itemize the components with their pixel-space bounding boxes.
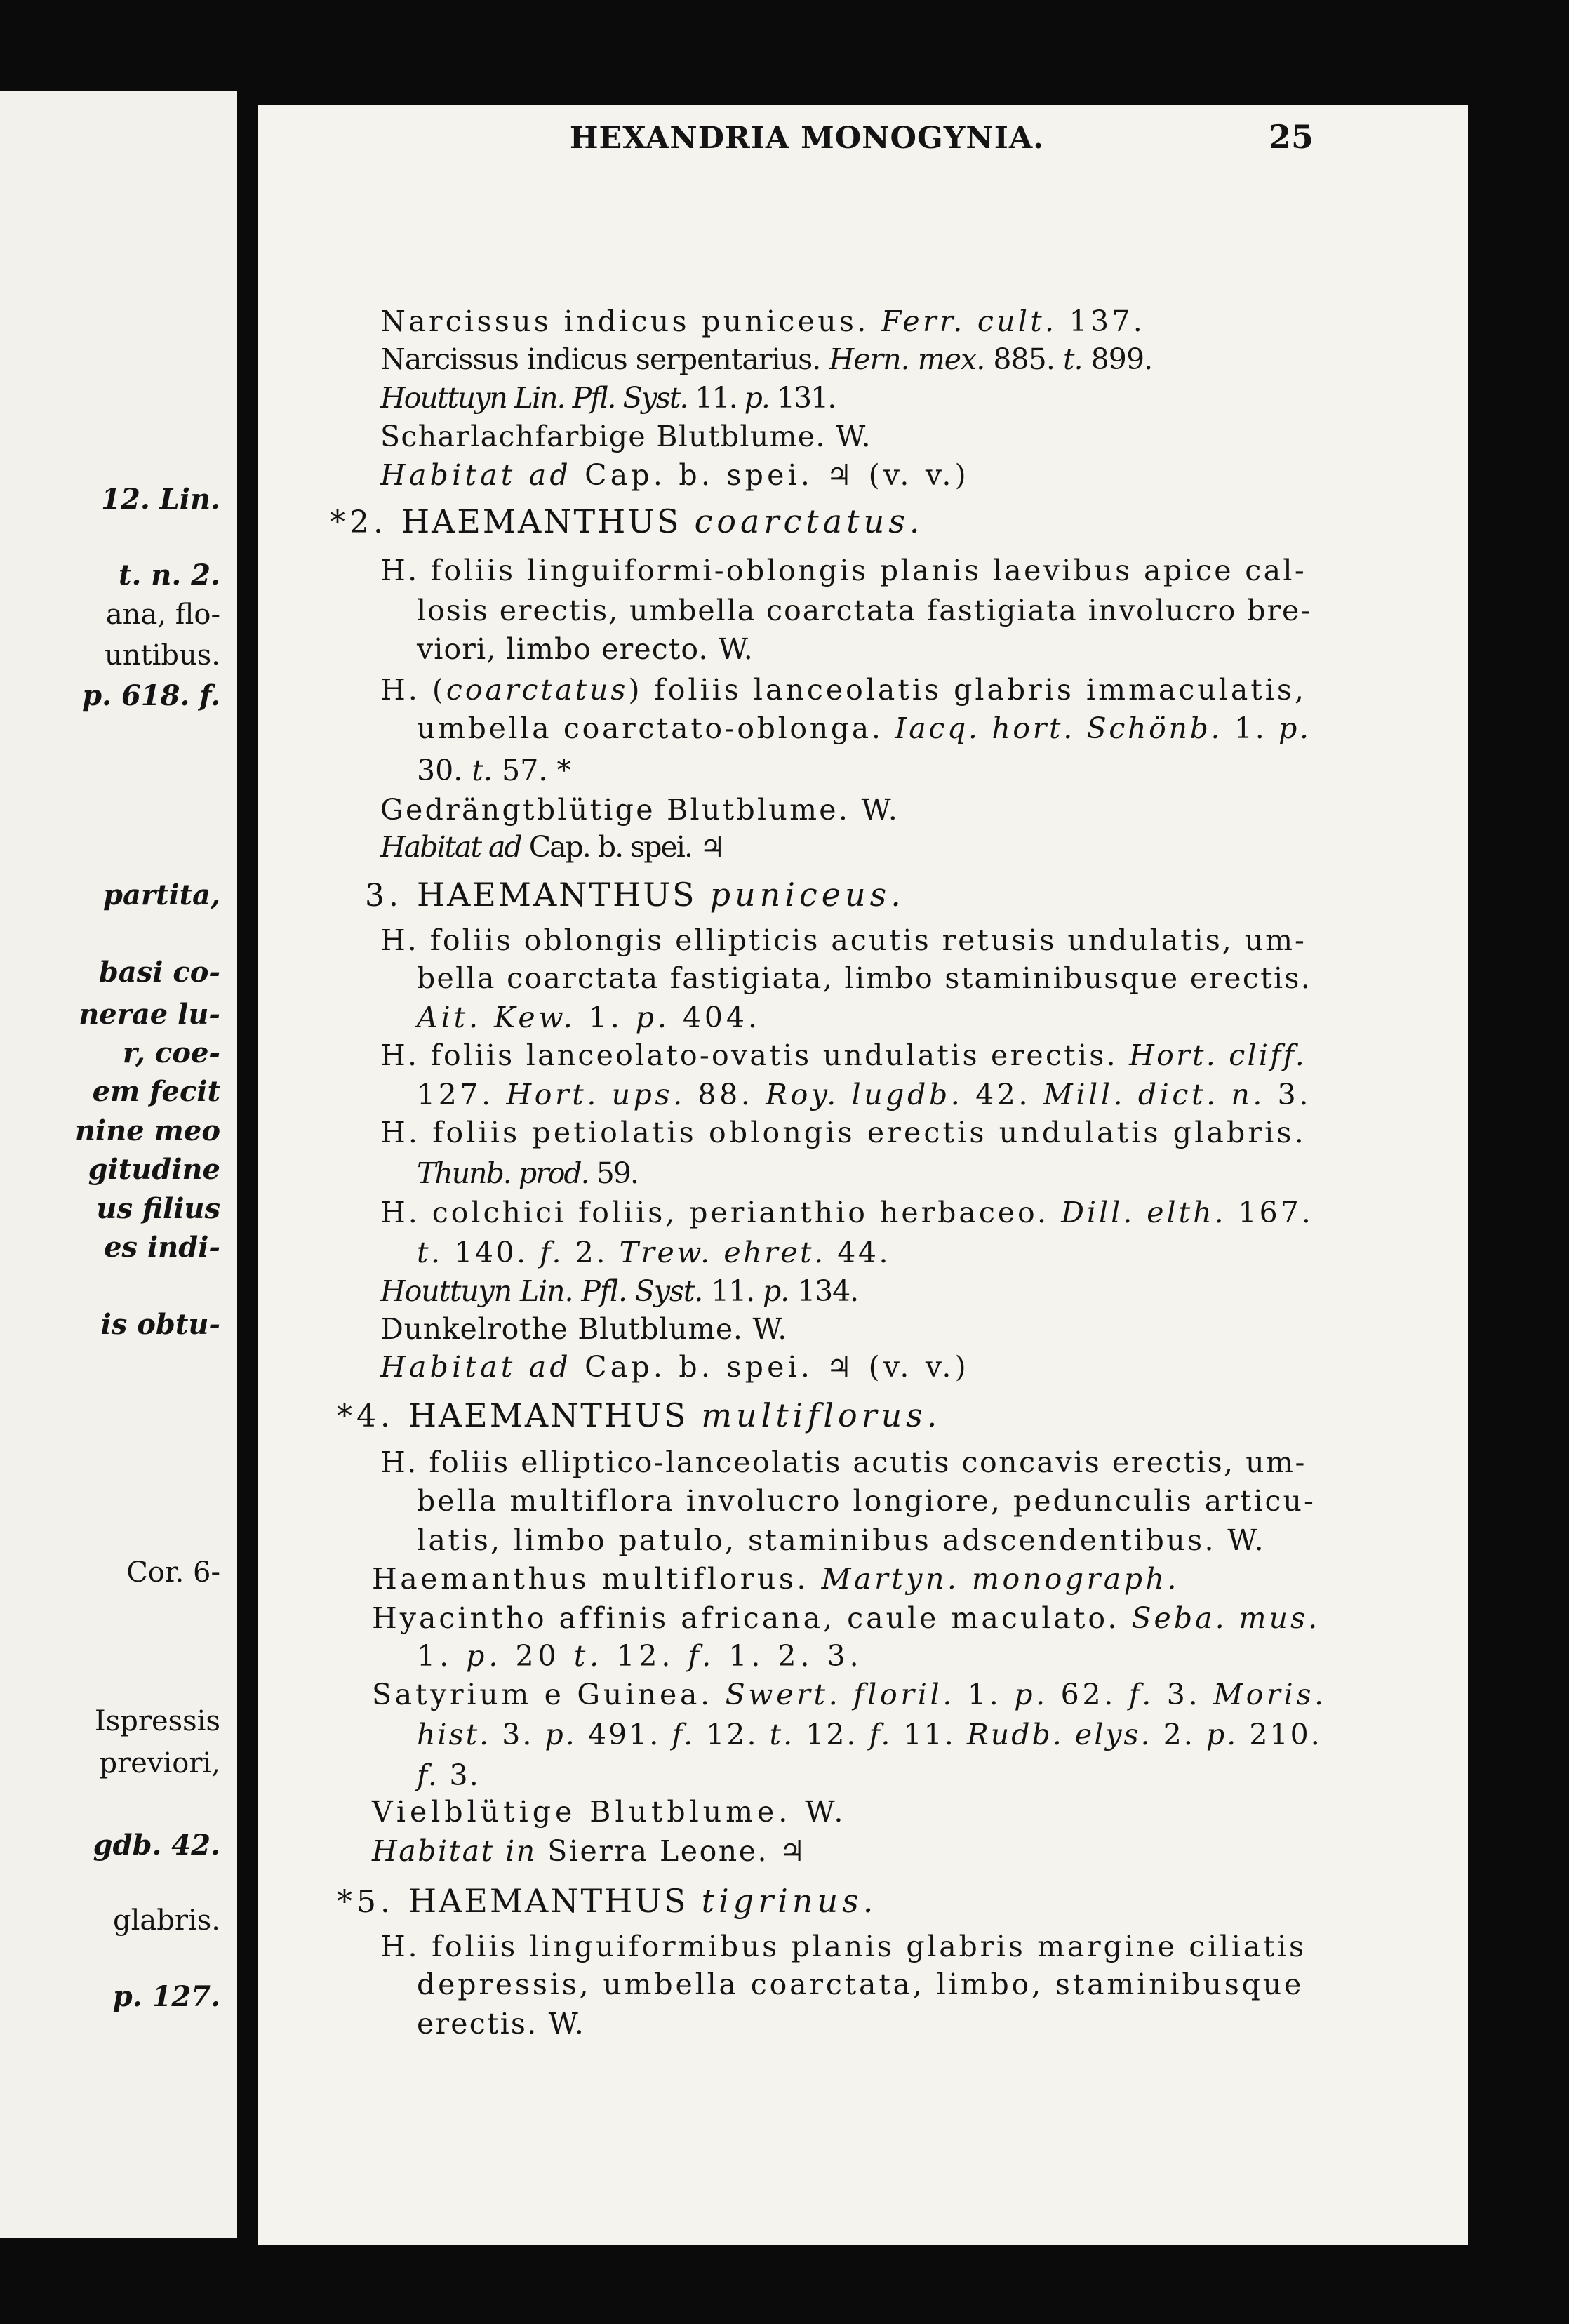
citation-italic: f. <box>672 1718 695 1751</box>
text-segment: 62. <box>1048 1678 1129 1711</box>
text-segment: 12. <box>695 1718 770 1751</box>
left-margin-fragment: ana, flo- <box>105 599 220 631</box>
citation-italic: Houttuyn Lin. Pfl. Syst. <box>380 1274 703 1308</box>
citation-italic: Habitat in <box>372 1834 537 1868</box>
text-segment: H. colchici foliis, perianthio herbaceo. <box>380 1196 1062 1229</box>
text-line <box>372 1795 848 1829</box>
text-line <box>372 1834 807 1868</box>
text-segment: 210. <box>1238 1718 1322 1751</box>
text-line <box>417 1523 1267 1557</box>
text-segment: 3. <box>1265 1078 1311 1111</box>
text-segment: ) foliis lanceolatis glabris immaculatis, <box>628 673 1307 707</box>
text-line <box>380 1274 859 1308</box>
text-line <box>380 342 1153 376</box>
left-page-fragment <box>0 91 237 2238</box>
text-segment: 30. <box>417 754 472 787</box>
text-segment: 137. <box>1057 305 1146 338</box>
text-segment: umbella coarctato-oblonga. <box>417 712 895 745</box>
text-segment: 12. <box>603 1639 688 1673</box>
citation-italic: t. <box>472 754 493 787</box>
text-line <box>417 1484 1316 1518</box>
citation-italic: Habitat ad <box>380 830 521 864</box>
citation-italic: p. <box>1278 712 1311 745</box>
text-segment: bella coarctata fastigiata, limbo staminibusque erectis. <box>417 961 1312 995</box>
text-segment: 3. <box>439 1758 480 1792</box>
text-segment: Sierra Leone. ♃ <box>536 1834 807 1868</box>
text-segment: viori, limbo erecto. W. <box>417 632 754 666</box>
text-segment: H. foliis oblongis ellipticis acutis retusis undulatis, um- <box>380 923 1307 957</box>
citation-italic: Hort. cliff. <box>1129 1039 1307 1072</box>
text-segment: Vielblütige Blutblume. W. <box>372 1795 848 1829</box>
text-segment: 1. <box>575 1001 636 1034</box>
text-segment: Narcissus indicus serpentarius. <box>380 342 829 376</box>
left-margin-fragment: gitudine <box>88 1153 220 1186</box>
text-line <box>417 2007 585 2041</box>
left-margin-fragment: previori, <box>99 1747 220 1779</box>
text-line <box>380 1118 1307 1147</box>
text-line <box>380 830 724 864</box>
text-segment: 1. <box>417 1639 467 1673</box>
genus: HAEMANTHUS <box>408 1882 688 1920</box>
text-line <box>380 1198 1314 1227</box>
text-line <box>417 1003 761 1032</box>
text-segment <box>681 506 695 540</box>
citation-italic: p. <box>744 381 769 415</box>
page-number: 25 <box>1269 118 1314 156</box>
text-line <box>417 596 1311 625</box>
text-segment: 12. <box>794 1718 869 1751</box>
left-margin-fragment: untibus. <box>105 639 220 672</box>
text-segment: Satyrium e Guinea. <box>372 1678 726 1711</box>
citation-italic: Ait. Kew. <box>417 1001 576 1034</box>
citation-italic: Seba. mus. <box>1131 1601 1321 1635</box>
spec-no: 3. <box>365 878 417 914</box>
citation-italic: t. <box>769 1718 795 1751</box>
citation-italic: Houttuyn Lin. Pfl. Syst. <box>380 381 688 415</box>
left-margin-fragment: Cor. 6- <box>126 1556 220 1589</box>
text-line <box>380 1350 970 1384</box>
species-heading <box>330 502 924 540</box>
text-line <box>380 1312 787 1346</box>
spec-no: *2. <box>330 505 401 540</box>
text-segment: Cap. b. spei. ♃ (v. v.) <box>571 1350 970 1384</box>
text-segment: 899. <box>1082 342 1153 376</box>
text-line <box>372 1678 1327 1711</box>
text-line <box>380 923 1307 957</box>
left-margin-fragment: es indi- <box>104 1231 220 1264</box>
left-margin-fragment: r, coe- <box>122 1036 220 1069</box>
citation-italic: Dill. elth. <box>1061 1196 1227 1229</box>
text-segment: losis erectis, umbella coarctata fastigiata involucro bre- <box>417 594 1312 627</box>
text-line <box>417 1639 863 1673</box>
text-line <box>380 458 970 492</box>
species-heading <box>365 876 905 914</box>
epithet: coarctatus. <box>694 502 924 540</box>
text-line <box>380 1932 1307 1961</box>
text-segment: 20 <box>502 1639 574 1673</box>
left-margin-fragment: t. n. 2. <box>118 559 220 592</box>
text-segment: Haemanthus multiflorus. <box>372 1562 822 1596</box>
text-segment <box>697 879 710 913</box>
text-segment: H. foliis lanceolato-ovatis undulatis erectis. <box>380 1039 1130 1072</box>
citation-italic: Rudb. elys. <box>966 1718 1152 1751</box>
left-margin-fragment: gdb. 42. <box>93 1829 220 1862</box>
text-segment: Dunkelrothe Blutblume. W. <box>380 1312 787 1346</box>
left-margin-fragment: glabris. <box>112 1904 220 1937</box>
text-line <box>417 1238 890 1267</box>
text-segment: erectis. W. <box>417 2007 585 2041</box>
spec-no: *4. <box>337 1398 408 1434</box>
citation-italic: coarctatus <box>446 673 629 707</box>
citation-italic: Hern. mex. <box>829 342 985 376</box>
text-segment: depressis, umbella coarctata, limbo, staminibusque <box>417 1968 1304 2001</box>
text-segment: latis, limbo patulo, staminibus adscendentibus. W. <box>417 1523 1267 1557</box>
citation-italic: t. <box>1062 342 1083 376</box>
text-segment: 88. <box>685 1078 766 1111</box>
text-segment: H. ( <box>380 673 446 707</box>
citation-italic: hist. <box>417 1718 491 1751</box>
text-segment: H. foliis linguiformibus planis glabris margine ciliatis <box>380 1930 1307 1963</box>
text-segment: 11. <box>892 1718 967 1751</box>
text-line <box>417 1718 1322 1751</box>
citation-italic: t. <box>417 1236 443 1269</box>
text-segment: 44. <box>825 1236 891 1269</box>
left-margin-fragment: p. 127. <box>112 1980 220 2013</box>
citation-italic: p. <box>1014 1678 1048 1711</box>
text-segment: 11. <box>687 381 745 415</box>
text-line <box>417 632 754 666</box>
text-segment: 1. <box>1222 712 1279 745</box>
text-line <box>417 756 571 785</box>
text-line <box>372 1601 1321 1635</box>
text-line <box>417 714 1311 743</box>
text-segment: 1. 2. 3. <box>715 1639 863 1673</box>
text-segment: bella multiflora involucro longiore, pedunculis articu- <box>417 1484 1316 1518</box>
text-segment: 134. <box>789 1274 859 1308</box>
text-segment: 3. <box>490 1718 545 1751</box>
citation-italic: Habitat ad <box>380 458 572 492</box>
text-line <box>380 1041 1307 1070</box>
text-line <box>380 556 1307 585</box>
left-margin-fragment: nerae lu- <box>79 998 220 1031</box>
left-margin-fragment: 12. Lin. <box>101 483 220 516</box>
text-segment: Scharlachfarbige Blutblume. W. <box>380 420 872 453</box>
text-segment: Narcissus indicus puniceus. <box>380 305 881 338</box>
left-margin-fragment: em fecit <box>92 1075 220 1108</box>
text-line <box>417 961 1312 995</box>
text-segment: 3. <box>1154 1678 1214 1711</box>
text-segment: 167. <box>1226 1196 1314 1229</box>
genus: HAEMANTHUS <box>416 876 697 914</box>
citation-italic: Swert. floril. <box>725 1678 956 1711</box>
text-segment: H. foliis linguiformi-oblongis planis laevibus apice cal- <box>380 554 1307 587</box>
species-heading <box>337 1882 878 1920</box>
text-segment: 2. <box>563 1236 620 1269</box>
epithet: puniceus. <box>709 876 905 914</box>
text-segment: 59. <box>588 1156 638 1190</box>
text-segment <box>688 1885 702 1919</box>
epithet: tigrinus. <box>701 1882 878 1920</box>
text-segment: H. foliis elliptico-lanceolatis acutis concavis erectis, um- <box>380 1445 1307 1479</box>
citation-italic: f. <box>417 1758 439 1792</box>
text-segment: 140. <box>442 1236 540 1269</box>
text-line <box>380 673 1307 707</box>
text-segment: 885. <box>984 342 1063 376</box>
text-segment: Cap. b. spei. ♃ (v. v.) <box>571 458 970 492</box>
citation-italic: Martyn. monograph. <box>821 1562 1180 1596</box>
text-segment: 42. <box>963 1078 1043 1111</box>
citation-italic: p. <box>1206 1718 1238 1751</box>
text-segment: Hyacintho affinis africana, caule maculato. <box>372 1601 1132 1635</box>
citation-italic: f. <box>688 1639 716 1673</box>
citation-italic: Hort. ups. <box>506 1078 686 1111</box>
text-line <box>380 1445 1307 1479</box>
citation-italic: Roy. lugdb. <box>766 1078 963 1111</box>
left-margin-fragment: partita, <box>103 879 220 911</box>
text-line <box>380 381 836 415</box>
species-heading <box>337 1396 942 1434</box>
text-segment: Gedrängtblütige Blutblume. W. <box>380 793 900 827</box>
left-margin-fragment: is obtu- <box>100 1308 220 1341</box>
left-margin-fragment: p. 618. f. <box>82 679 220 712</box>
text-segment: 491. <box>576 1718 672 1751</box>
citation-italic: f. <box>869 1718 893 1751</box>
text-line <box>380 422 872 451</box>
text-segment: 2. <box>1151 1718 1206 1751</box>
citation-italic: Trew. ehret. <box>619 1236 826 1269</box>
citation-italic: Moris. <box>1213 1678 1327 1711</box>
left-margin-fragment: nine meo <box>74 1114 220 1147</box>
text-segment: 404. <box>669 1001 761 1034</box>
citation-italic: Thunb. prod. <box>417 1156 589 1190</box>
text-segment <box>688 1400 701 1434</box>
running-head: HEXANDRIA MONOGYNIA. <box>569 121 1045 156</box>
text-line <box>380 793 900 827</box>
citation-italic: p. <box>466 1639 502 1673</box>
spec-no: *5. <box>337 1884 408 1920</box>
text-line <box>417 1758 480 1792</box>
text-line <box>417 1078 1311 1111</box>
citation-italic: t. <box>573 1639 603 1673</box>
text-segment: 127. <box>417 1078 507 1111</box>
epithet: multiflorus. <box>701 1396 942 1434</box>
text-line <box>380 307 1145 336</box>
text-segment: H. foliis petiolatis oblongis erectis undulatis glabris. <box>380 1116 1307 1149</box>
text-segment: 57. * <box>493 754 572 787</box>
text-line <box>417 1970 1304 1999</box>
text-segment: Cap. b. spei. ♃ <box>521 830 724 864</box>
left-margin-fragment: us filius <box>96 1192 220 1225</box>
citation-italic: Ferr. cult. <box>881 305 1057 338</box>
citation-italic: p. <box>545 1718 577 1751</box>
citation-italic: f. <box>540 1236 564 1269</box>
text-line <box>372 1562 1180 1596</box>
left-margin-fragment: Ispressis <box>94 1705 220 1737</box>
citation-italic: f. <box>1128 1678 1154 1711</box>
citation-italic: p. <box>635 1001 670 1034</box>
left-margin-fragment: basi co- <box>98 956 220 989</box>
text-segment: 1. <box>955 1678 1015 1711</box>
text-segment: 11. <box>702 1274 763 1308</box>
genus: HAEMANTHUS <box>408 1396 688 1434</box>
citation-italic: Mill. dict. n. <box>1043 1078 1266 1111</box>
text-segment: 131. <box>768 381 836 415</box>
citation-italic: Habitat ad <box>380 1350 572 1384</box>
text-line <box>417 1156 638 1190</box>
citation-italic: p. <box>763 1274 789 1308</box>
genus: HAEMANTHUS <box>401 502 681 540</box>
citation-italic: Iacq. hort. Schönb. <box>895 712 1223 745</box>
